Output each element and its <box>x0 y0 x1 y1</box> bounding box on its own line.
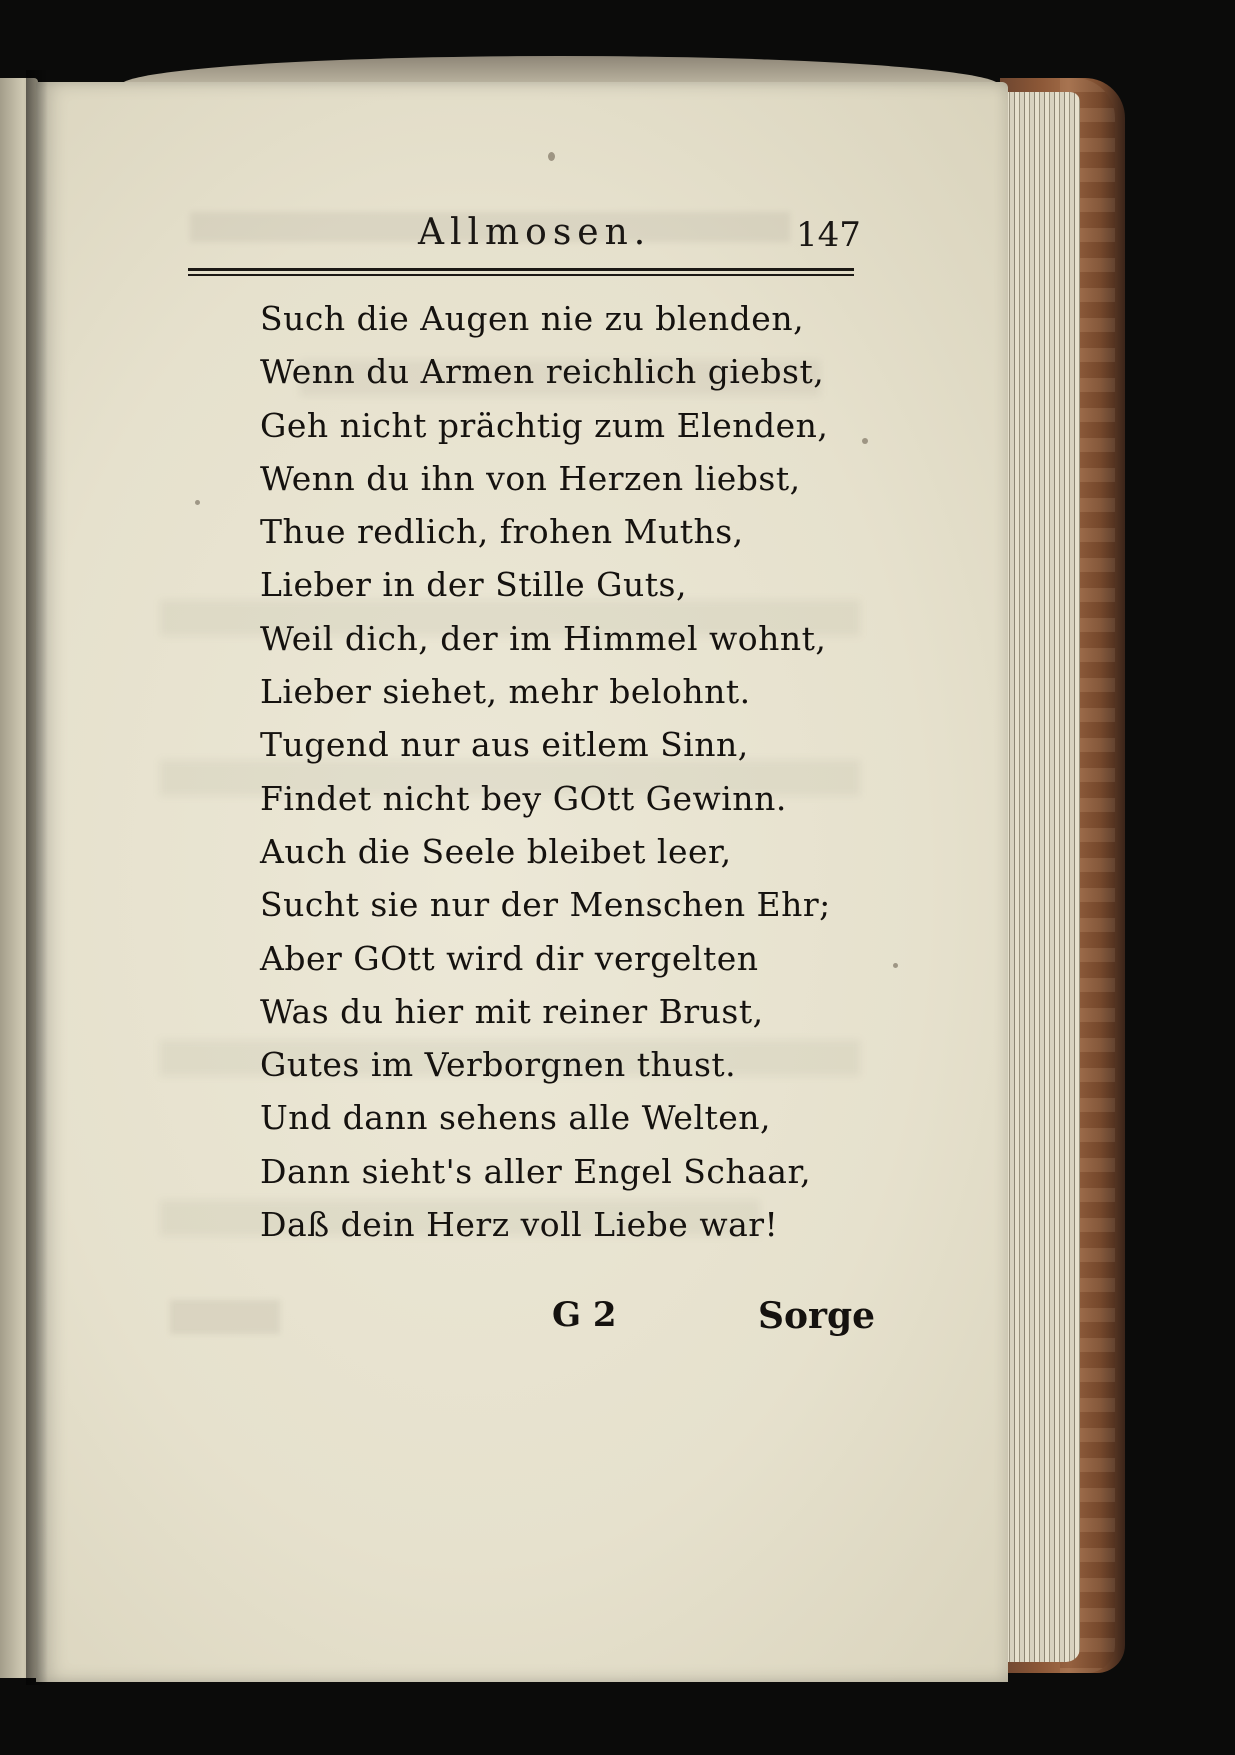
paper-speck <box>195 500 200 505</box>
signature-mark: G 2 <box>552 1295 617 1335</box>
poem-line: Wenn du ihn von Herzen liebst, <box>260 458 801 498</box>
poem-line: Tugend nur aus eitlem Sinn, <box>260 725 749 765</box>
poem-line: Lieber siehet, mehr belohnt. <box>260 672 751 712</box>
poem-line: Auch die Seele bleibet leer, <box>260 831 732 871</box>
poem-line: Lieber in der Stille Guts, <box>260 565 687 605</box>
poem-line: Wenn du Armen reichlich giebst, <box>260 352 825 392</box>
running-title: Allmosen. <box>418 212 652 253</box>
poem-line: Sucht sie nur der Menschen Ehr; <box>260 885 831 925</box>
gutter-shadow <box>26 70 48 1685</box>
poem-line: Thue redlich, frohen Muths, <box>260 512 744 552</box>
paper-speck <box>548 152 555 161</box>
bleed-through <box>170 1300 280 1334</box>
page-number: 147 <box>796 215 861 255</box>
poem-line: Und dann sehens alle Welten, <box>260 1098 772 1138</box>
poem-line: Gutes im Verborgnen thust. <box>260 1045 737 1085</box>
poem-line: Weil dich, der im Himmel wohnt, <box>260 618 827 658</box>
poem <box>260 292 880 1251</box>
page-edges <box>1000 92 1080 1662</box>
poem-line: Geh nicht prächtig zum Elenden, <box>260 405 829 445</box>
poem-line: Findet nicht bey GOtt Gewinn. <box>260 778 787 818</box>
poem-line: Was du hier mit reiner Brust, <box>260 991 764 1031</box>
header-rule <box>188 268 854 278</box>
poem-line: Dann sieht's aller Engel Schaar, <box>260 1151 812 1191</box>
paper-speck <box>862 438 868 444</box>
poem-line: Aber GOtt wird dir vergelten <box>260 938 759 978</box>
poem-line: Such die Augen nie zu blenden, <box>260 299 805 338</box>
paper-speck <box>893 963 898 968</box>
catchword: Sorge <box>758 1295 876 1337</box>
poem-line: Daß dein Herz voll Liebe war! <box>260 1205 779 1245</box>
